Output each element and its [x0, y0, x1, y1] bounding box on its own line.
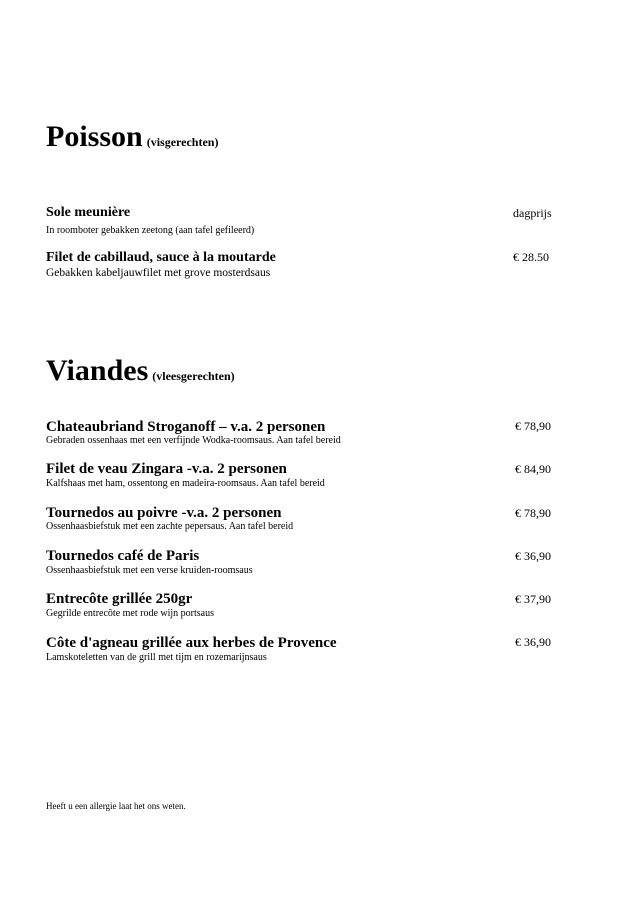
section-poisson-heading [46, 122, 218, 152]
menu-item-name: Côte d'agneau grillée aux herbes de Provence [46, 635, 337, 651]
menu-item-description: In roomboter gebakken zeetong (aan tafel gefileerd) [46, 225, 255, 236]
section-subtitle: (visgerechten) [146, 135, 219, 149]
allergy-note: Heeft u een allergie laat het ons weten. [46, 801, 186, 811]
section-viandes-heading [46, 356, 235, 386]
menu-item-description: Gebakken kabeljauwfilet met grove mosterdsaus [46, 267, 271, 279]
section-title: Viandes [46, 354, 149, 387]
menu-item-description: Ossenhaasbiefstuk met een verse kruiden-roomsaus [46, 565, 253, 576]
menu-item-price: € 28.50 [513, 250, 549, 264]
menu-item-price: € 37,90 [515, 592, 551, 606]
menu-item-description: Gebraden ossenhaas met een verfijnde Wodka-roomsaus. Aan tafel bereid [46, 435, 341, 446]
menu-item-price: € 78,90 [515, 506, 551, 520]
menu-item-name: Filet de veau Zingara -v.a. 2 personen [46, 461, 287, 477]
menu-item-name: Sole meunière [46, 205, 131, 220]
menu-item-price: € 36,90 [515, 635, 551, 649]
menu-item-price: € 78,90 [515, 419, 551, 433]
menu-item-price: € 84,90 [515, 462, 551, 476]
menu-item-description: Lamskoteletten van de grill met tijm en rozemarijnsaus [46, 652, 267, 663]
menu-item-price: dagprijs [513, 206, 552, 220]
menu-item-name: Chateaubriand Stroganoff – v.a. 2 personen [46, 419, 326, 435]
section-subtitle: (vleesgerechten) [152, 369, 235, 383]
menu-item-name: Filet de cabillaud, sauce à la moutarde [46, 250, 276, 265]
menu-item-name: Tournedos au poivre -v.a. 2 personen [46, 505, 282, 521]
menu-item-description: Kalfshaas met ham, ossentong en madeira-roomsaus. Aan tafel bereid [46, 478, 325, 489]
menu-item-description: Gegrilde entrecôte met rode wijn portsaus [46, 608, 214, 619]
menu-item-description: Ossenhaasbiefstuk met een zachte pepersaus. Aan tafel bereid [46, 521, 294, 532]
menu-item-name: Entrecôte grillée 250gr [46, 591, 193, 607]
menu-item-price: € 36,90 [515, 549, 551, 563]
menu-item-name: Tournedos café de Paris [46, 548, 200, 564]
section-title: Poisson [46, 120, 143, 153]
